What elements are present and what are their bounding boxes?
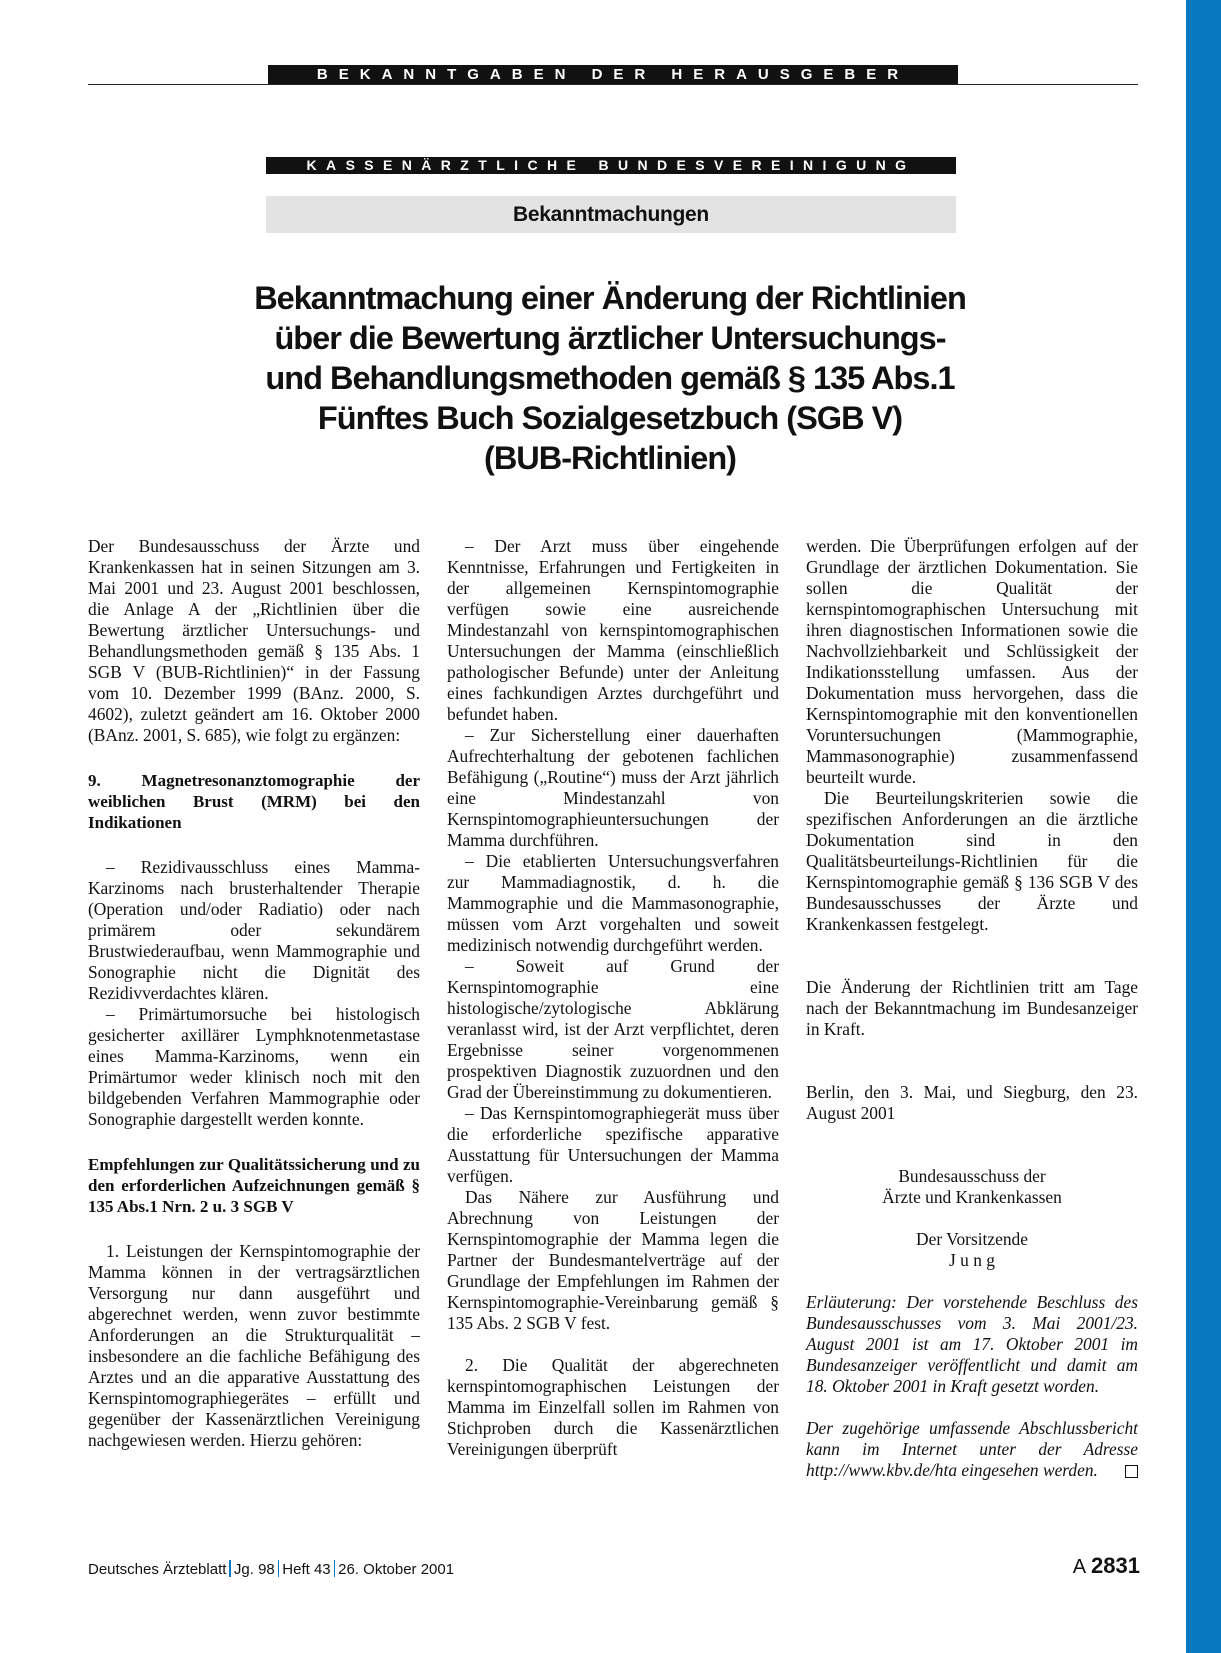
end-mark-icon	[1125, 1465, 1138, 1478]
title-line: Bekanntmachung einer Änderung der Richtlinien	[254, 280, 966, 316]
issue: Heft 43	[282, 1561, 331, 1578]
organization-banner: KASSENÄRZTLICHE BUNDESVEREINIGUNG	[266, 157, 956, 174]
page-number	[1073, 1553, 1140, 1579]
signature-role: Der Vorsitzende	[916, 1229, 1028, 1249]
title-line: und Behandlungsmethoden gemäß § 135 Abs.1	[265, 360, 955, 396]
explanation-note: Erläuterung: Der vorstehende Beschluss des Bundesausschusses vom 3. Mai 2001/23. August 2001 ist am 17. Oktober 2001 im Bundesanzeiger veröffentlicht und damit am 18. Oktober 2001 in Kraft gesetzt worden.	[806, 1292, 1138, 1396]
intro-paragraph: Der Bundesausschuss der Ärzte und Krankenkassen hat in seinen Sitzungen am 3. Mai 2001 und 23. August 2001 beschlossen, die Anlage A der „Richtlinien über die Bewertung ärztlicher Untersuchungs- und Behandlungsmethoden gemäß § 135 Abs. 1 SGB V (BUB-Richtlinien)“ in der Fassung vom 10. Dezember 1999 (BAnz. 2000, S. 4602), zuletzt geändert am 16. Oktober 2000 (BAnz. 2001, S. 685), wie folgt zu ergänzen:	[88, 536, 420, 745]
body-paragraph: werden. Die Überprüfungen erfolgen auf der Grundlage der ärztlichen Dokumentation. Sie sollen die Qualität der kernspintomographischen Untersuchung mit ihren diagnostischen Informationen sowie die Nachvollziehbarkeit und Schlüssigkeit der Indikationsstellung umfassen. Aus der Dokumentation muss hervorgehen, dass die Kernspintomographie mit den konventionellen Voruntersuchungen (Mammographie, Mammasonographie) zusammenfassend beurteilt wurde.	[806, 536, 1138, 787]
indication-item: – Primärtumorsuche bei histologisch gesicherter axillärer Lymphknotenmetastase eines Mamma-Karzinoms, wenn ein Primärtumor weder klinisch noch mit den bildgebenden Verfahren Mammographie oder Sonographie dargestellt werden konnte.	[88, 1004, 420, 1129]
effective-date-paragraph: Die Änderung der Richtlinien tritt am Tage nach der Bekanntmachung im Bundesanzeiger in Kraft.	[806, 977, 1138, 1039]
title-line: Fünftes Buch Sozialgesetzbuch (SGB V)	[317, 400, 903, 436]
requirement-item: – Das Kernspintomographiegerät muss über die erforderliche spezifische apparative Ausstattung für Untersuchungen der Mamma verfügen.	[447, 1103, 779, 1186]
column-1	[88, 536, 420, 1451]
header-rule	[88, 84, 1138, 85]
volume: Jg. 98	[233, 1561, 275, 1578]
report-note-text: Der zugehörige umfassende Abschlussbericht kann im Internet unter der Adresse http://www.kbv.de/hta eingesehen werden.	[806, 1418, 1138, 1480]
article-title	[215, 278, 1005, 478]
journal-name: Deutsches Ärzteblatt	[88, 1561, 227, 1578]
requirement-item: – Soweit auf Grund der Kernspintomographie eine histologische/zytologische Abklärung veranlasst wird, ist der Arzt verpflichtet, deren Ergebnisse seiner vorgenommenen prospektiven Diagnostik zuzuordnen und den Grad der Übereinstimmung zu dokumentieren.	[447, 956, 779, 1102]
title-line: (BUB-Richtlinien)	[484, 440, 736, 476]
column-2	[447, 536, 779, 1460]
footer-citation	[88, 1560, 454, 1578]
signature-name: J u n g	[949, 1250, 995, 1270]
footer-separator	[334, 1560, 336, 1577]
footer-separator	[229, 1560, 231, 1577]
signature-organization: Bundesausschuss der	[898, 1166, 1046, 1186]
section-heading-mrm: 9. Magnetresonanztomographie der weiblichen Brust (MRM) bei den Indikationen	[88, 771, 420, 832]
column-3	[806, 536, 1138, 1481]
footer-separator	[278, 1560, 280, 1577]
title-line: über die Bewertung ärztlicher Untersuchungs-	[274, 320, 946, 356]
requirement-item: – Der Arzt muss über eingehende Kenntnisse, Erfahrungen und Fertigkeiten in der allgemeinen Kernspintomographie verfügen sowie eine ausreichende Mindestanzahl von kernspintomographischen Untersuchungen der Mamma (einschließlich pathologischer Befunde) unter der Anleitung eines fachkundigen Arztes durchgeführt und befundet haben.	[447, 536, 779, 724]
section-heading-qs: Empfehlungen zur Qualitätssicherung und zu den erforderlichen Aufzeichnungen gemäß § 135 Abs.1 Nrn. 2 u. 3 SGB V	[88, 1155, 420, 1216]
body-paragraph: 1. Leistungen der Kernspintomographie der Mamma können in der vertragsärztlichen Versorgung nur dann ausgeführt und abgerechnet werden, wenn zuvor bestimmte Anforderungen an die Strukturqualität – insbesondere an die fachliche Befähigung des Arztes und an die apparative Ausstattung des Kernspintomographiegerätes – erfüllt und gegenüber der Kassenärztlichen Vereinigung nachgewiesen werden. Hierzu gehören:	[88, 1241, 420, 1450]
body-paragraph: 2. Die Qualität der abgerechneten kernspintomographischen Leistungen der Mamma im Einzelfall sollen im Rahmen von Stichproben durch die Kassenärztlichen Vereinigungen überprüft	[447, 1355, 779, 1459]
edge-color-stripe	[1186, 0, 1221, 1653]
section-banner: BEKANNTGABEN DER HERAUSGEBER	[268, 65, 958, 84]
requirement-item: – Die etablierten Untersuchungsverfahren zur Mammadiagnostik, d. h. die Mammographie und die Mammasonographie, müssen vom Arzt vorgehalten und soweit medizinisch notwendig durchgeführt werden.	[447, 851, 779, 955]
place-date: Berlin, den 3. Mai, und Siegburg, den 23. August 2001	[806, 1082, 1138, 1123]
body-paragraph: Die Beurteilungskriterien sowie die spezifischen Anforderungen an die ärztliche Dokumentation sind in den Qualitätsbeurteilungs-Richtlinien für die Kernspintomographie gemäß § 136 SGB V des Bundesausschusses der Ärzte und Krankenkassen festgelegt.	[806, 788, 1138, 934]
body-paragraph: Das Nähere zur Ausführung und Abrechnung von Leistungen der Kernspintomographie der Mamma legen die Partner der Bundesmantelverträge auf der Grundlage der Empfehlungen im Rahmen der Kernspintomographie-Vereinbarung gemäß § 135 Abs. 2 SGB V fest.	[447, 1187, 779, 1333]
indication-item: – Rezidivausschluss eines Mamma-Karzinoms nach brusterhaltender Therapie (Operation und/oder Radiatio) oder nach primärem oder sekundärem Brustwiederaufbau, wenn Mammographie und Sonographie nicht die Dignität des Rezidivverdachtes klären.	[88, 857, 420, 1003]
page-number-value: 2831	[1091, 1553, 1140, 1578]
page-prefix: A	[1072, 1556, 1087, 1578]
requirement-item: – Zur Sicherstellung einer dauerhaften Aufrechterhaltung der gebotenen fachlichen Befähigung („Routine“) muss der Arzt jährlich eine Mindestanzahl von Kernspintomographieuntersuchungen der Mamma durchführen.	[447, 725, 779, 850]
category-banner: Bekanntmachungen	[266, 196, 956, 233]
signature-organization: Ärzte und Krankenkassen	[882, 1187, 1062, 1207]
report-note	[806, 1418, 1138, 1481]
issue-date: 26. Oktober 2001	[338, 1561, 455, 1578]
